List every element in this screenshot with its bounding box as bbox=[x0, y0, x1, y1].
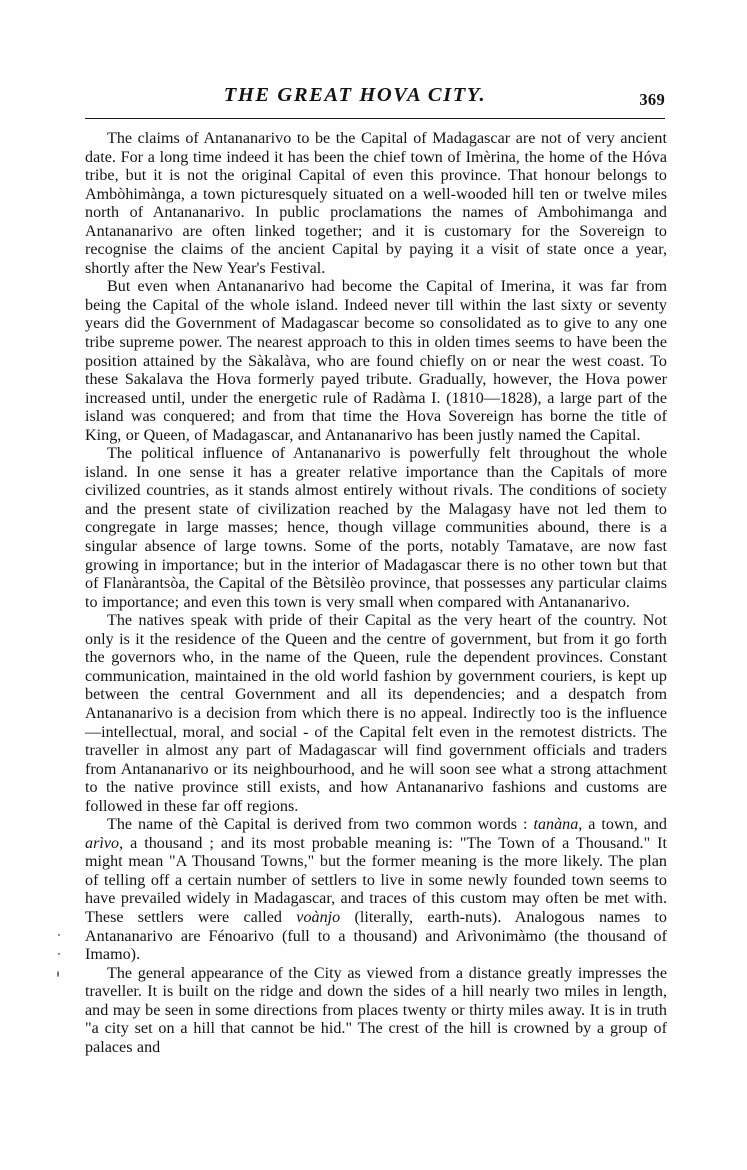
italic-term: arìvo bbox=[85, 834, 120, 852]
italic-term: voànjo bbox=[296, 908, 341, 926]
para-3 bbox=[85, 445, 667, 612]
para-4 bbox=[85, 612, 667, 816]
text-run: , a town, and bbox=[578, 816, 667, 834]
scan-speckle bbox=[57, 971, 59, 977]
para-6 bbox=[85, 965, 667, 1058]
page-title: THE GREAT HOVA CITY. bbox=[223, 84, 487, 106]
text-run: (literally, earth-nuts). Analogous names to Antananarivo are Fénoarivo (full to a thousand) and Arìvonimàmo (the thousand of Imamo). bbox=[85, 908, 667, 964]
text-run: The general appearance of the City as viewed from a distance greatly impresses the traveller. It is built on the ridge and down the sides of a hill nearly two miles in length, and may be seen in some directions from places twenty or thirty miles away. It is in truth "a city set on a hill that cannot be hid." The crest of the hill is crowned by a group of palaces and bbox=[85, 964, 667, 1056]
text-run: But even when Antananarivo had become the Capital of Imerina, it was far from being the Capital of the whole island. Indeed never till within the last sixty or seventy years did the Government of Madagascar become so consolidated as to give to any one tribe supreme power. The nearest approach to this in olden times seems to have been the position attained by the Sàkalàva, who are found chiefly on or near the west coast. To these Sakalava the Hova formerly payed tribute. Gradually, however, the Hova power increased until, under the energetic rule of Radàma I. (1810—1828), a large part of the island was conquered; and from that time the Hova Sovereign has borne the title of King, or Queen, of Madagascar, and Antananarivo has been justly named the Capital. bbox=[85, 278, 667, 444]
page-number: 369 bbox=[639, 90, 665, 109]
para-5 bbox=[85, 816, 667, 964]
scan-speckle bbox=[58, 953, 60, 955]
para-2 bbox=[85, 278, 667, 445]
body-text bbox=[85, 130, 667, 1057]
text-run: , a thousand ; and its most probable meaning is: "The Town of a Thousand." It might mean "A Thousand Towns," but the former meaning is the more likely. The plan of telling off a certain number of settlers to live in some newly founded town seems to have prevailed widely in Madagascar, and traces of this custom may often be met with. These settlers were called bbox=[85, 834, 667, 926]
text-run: The claims of Antananarivo to be the Capital of Madagascar are not of very ancient date. For a long time indeed it has been the chief town of Imèrina, the home of the Hóva tribe, but it is not the original Capital of even this province. That honour belongs to Ambòhimànga, a town picturesquely situated on a well-wooded hill ten or twelve miles north of Antananarivo. In public proclamations the names of Ambohimanga and Antananarivo are often linked together; and it is customary for the Sovereign to recognise the claims of the ancient Capital by paying it a visit of state once a year, shortly after the New Year's Festival. bbox=[85, 130, 667, 277]
running-head bbox=[85, 84, 665, 112]
italic-term: tanàna bbox=[533, 816, 579, 834]
header-divider bbox=[85, 118, 665, 119]
text-run: The natives speak with pride of their Capital as the very heart of the country. Not only is it the residence of the Queen and the centre of government, but from it go forth the governors who, in the name of the Queen, rule the dependent provinces. Constant communication, maintained in the old world fashion by government couriers, is kept up between the central Government and all its dependencies; and a despatch from Antananarivo is a decision from which there is no appeal. Indirectly too is the influence—intellectual, moral, and social - of the Capital felt even in the remotest districts. The traveller in almost any part of Madagascar will find government officials and traders from Antananarivo or its neighbourhood, and he will soon see what a strong attachment to the native province still exists, and how Antananarivo fashions and customs are followed in these far off regions. bbox=[85, 612, 667, 815]
text-run: The name of thè Capital is derived from two common words : bbox=[107, 816, 534, 834]
para-1 bbox=[85, 130, 667, 278]
scan-speckle bbox=[58, 934, 60, 936]
text-run: The political influence of Antananarivo is powerfully felt throughout the whole island. In one sense it has a greater relative importance than the Capitals of more civilized countries, as it stands almost entirely without rivals. The conditions of society and the present state of civilization reached by the Malagasy have not led them to congregate in large masses; hence, though village communities abound, there is a singular absence of large towns. Some of the ports, notably Tamatave, are now fast growing in importance; but in the interior of Madagascar there is no other town but that of Flanàrantsòa, the Capital of the Bètsilèo province, that possesses any particular claims to importance; and even this town is very small when compared with Antananarivo. bbox=[85, 445, 667, 611]
